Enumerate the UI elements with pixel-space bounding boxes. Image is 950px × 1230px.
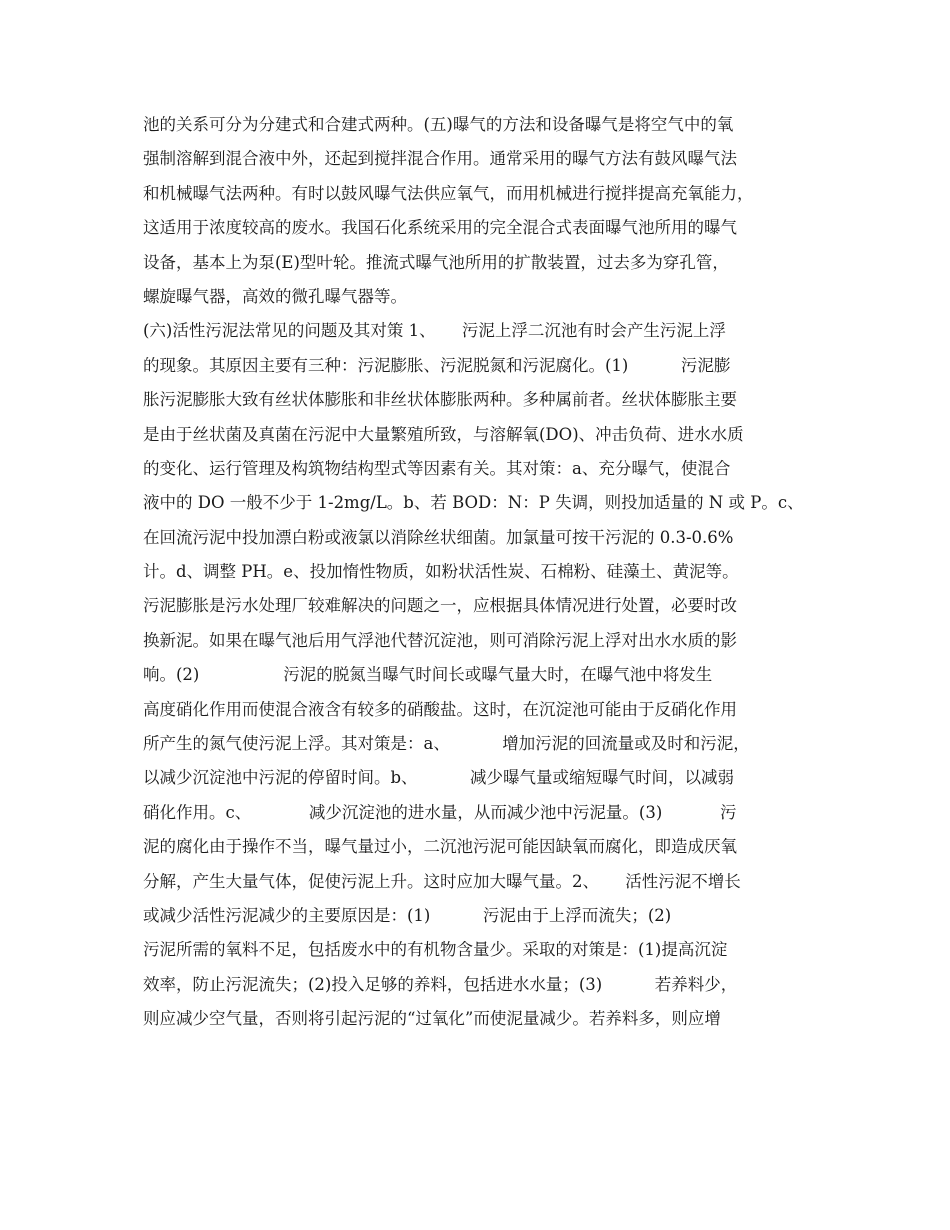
text-line: 响。(2) 污泥的脱氮当曝气时间长或曝气量大时，在曝气池中将发生 [143,665,713,685]
text-line: 和机械曝气法两种。有时以鼓风曝气法供应氧气，而用机械进行搅拌提高充氧能力， [143,183,754,203]
text-line: 在回流污泥中投加漂白粉或液氯以消除丝状细菌。加氯量可按干污泥的 0.3-0.6% [143,527,734,547]
text-line: 的变化、运行管理及构筑物结构型式等因素有关。其对策：a、充分曝气，使混合 [143,458,731,478]
text-line: 所产生的氮气使污泥上浮。其对策是：a、 增加污泥的回流量或及时和污泥， [143,734,750,754]
text-line: 以减少沉淀池中污泥的停留时间。b、 减少曝气量或缩短曝气时间，以减弱 [143,768,735,788]
text-line: 这适用于浓度较高的废水。我国石化系统采用的完全混合式表面曝气池所用的曝气 [143,218,737,238]
text-line: 效率，防止污泥流失；(2)投入足够的养料，包括进水水量；(3) 若养料少， [143,974,738,994]
text-line: 池的关系可分为分建式和合建式两种。(五)曝气的方法和设备曝气是将空气中的氧 [143,115,734,134]
text-line: 泥的腐化由于操作不当，曝气量过小，二沉池污泥可能因缺氧而腐化，即造成厌氧 [143,837,737,857]
text-line: 分解，产生大量气体，促使污泥上升。这时应加大曝气量。2、 活性污泥不增长 [143,871,741,891]
text-line: 的现象。其原因主要有三种：污泥膨胀、污泥脱氮和污泥腐化。(1) 污泥膨 [143,355,731,375]
text-line: 换新泥。如果在曝气池后用气浮池代替沉淀池，则可消除污泥上浮对出水水质的影 [143,630,737,650]
text-line: 或减少活性污泥减少的主要原因是：(1) 污泥由于上浮而流失；(2) [143,905,672,925]
text-line: 硝化作用。c、 减少沉淀池的进水量，从而减少池中污泥量。(3) 污 [143,802,737,822]
text-line: 液中的 DO 一般不少于 1-2mg/L。b、若 BOD：N：P 失调，则投加适量的 N 或 P。c、 [143,493,804,513]
text-line: 胀污泥膨胀大致有丝状体膨胀和非丝状体膨胀两种。多种属前者。丝状体膨胀主要 [143,390,737,410]
text-line: 强制溶解到混合液中外，还起到搅拌混合作用。通常采用的曝气方法有鼓风曝气法 [143,149,737,169]
text-line: 计。d、调整 PH。e、投加惰性物质，如粉状活性炭、石棉粉、硅藻土、黄泥等。 [143,562,739,582]
text-line: 则应减少空气量，否则将引起污泥的“过氧化”而使泥量减少。若养料多，则应增 [143,1009,721,1029]
text-line: 设备，基本上为泵(E)型叶轮。推流式曝气池所用的扩散装置，过去多为穿孔管， [143,252,729,272]
text-line: 污泥所需的氧料不足，包括废水中的有机物含量少。采取的对策是：(1)提高沉淀 [143,940,728,960]
text-line: 污泥膨胀是污水处理厂较难解决的问题之一，应根据具体情况进行处置，必要时改 [143,596,737,616]
text-line: (六)活性污泥法常见的问题及其对策 1、 污泥上浮二沉池有时会产生污泥上浮 [143,321,726,341]
text-line: 螺旋曝气器，高效的微孔曝气器等。 [143,286,407,306]
body-text [143,108,823,1037]
text-line: 是由于丝状菌及真菌在污泥中大量繁殖所致，与溶解氧(DO)、冲击负荷、进水水质 [143,424,744,444]
text-line: 高度硝化作用而使混合液含有较多的硝酸盐。这时，在沉淀池可能由于反硝化作用 [143,699,737,719]
